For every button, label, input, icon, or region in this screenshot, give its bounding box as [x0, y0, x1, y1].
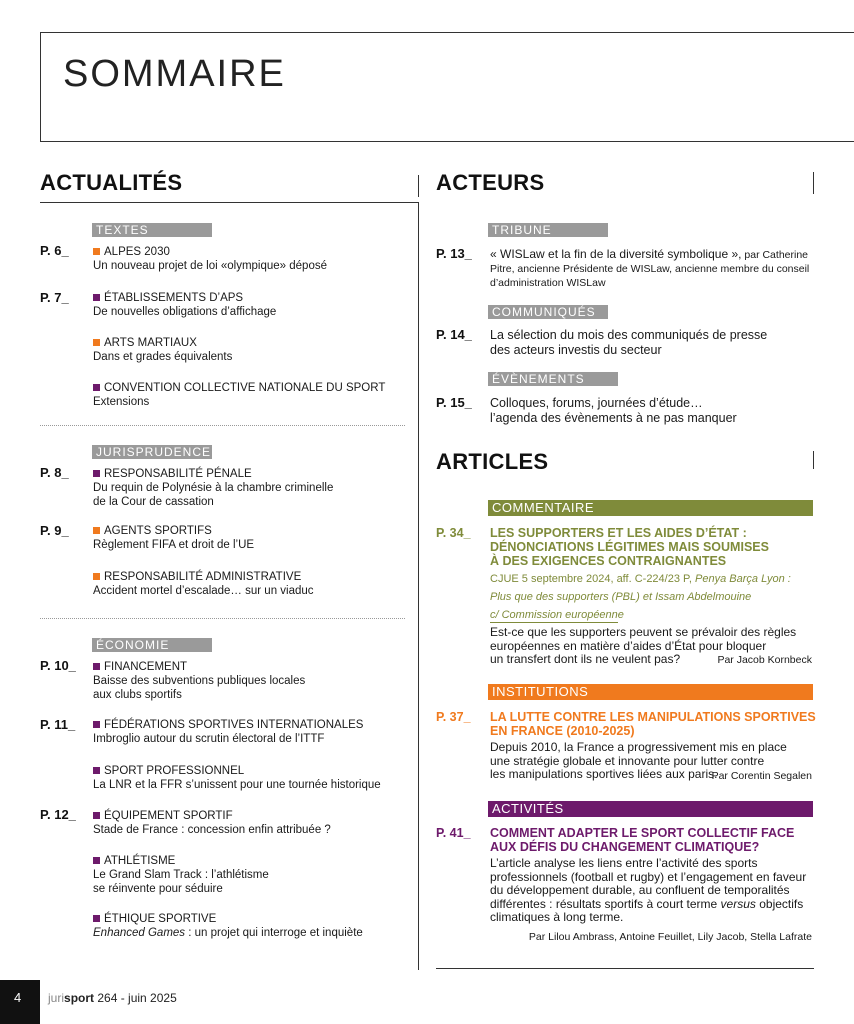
orange-square-icon — [93, 527, 100, 534]
toc-entry[interactable]: ATHLÉTISME Le Grand Slam Track : l’athlétisme se réinvente pour séduire — [93, 855, 269, 895]
toc-entry[interactable]: RESPONSABILITÉ PÉNALE Du requin de Polynésie à la chambre criminelle de la Cour de cassation — [93, 468, 334, 508]
toc-entry[interactable]: ALPES 2030 Un nouveau projet de loi «olympique» déposé — [93, 246, 327, 272]
toc-entry[interactable]: ÉQUIPEMENT SPORTIF Stade de France : concession enfin attribuée ? — [93, 810, 331, 836]
acteurs-heading: ACTEURS — [436, 170, 545, 195]
page-number: P. 14_ — [436, 327, 472, 342]
page-title: SOMMAIRE — [63, 53, 286, 95]
band-institutions: INSTITUTIONS — [488, 684, 813, 700]
band-communiques: COMMUNIQUÉS — [488, 305, 608, 319]
acteurs-tick — [813, 172, 814, 194]
reference-underline — [490, 622, 618, 623]
page-number: P. 7_ — [40, 290, 69, 305]
band-activites: ACTIVITÉS — [488, 801, 813, 817]
toc-entry[interactable]: Colloques, forums, journées d’étude… l’agenda des évènements à ne pas manquer — [490, 396, 737, 425]
article-title[interactable]: COMMENT ADAPTER LE SPORT COLLECTIF FACE AUX DÉFIS DU CHANGEMENT CLIMATIQUE? — [490, 826, 795, 854]
purple-square-icon — [93, 857, 100, 864]
page-number: P. 12_ — [40, 807, 76, 822]
band-textes: TEXTES — [92, 223, 212, 237]
article-title[interactable]: LA LUTTE CONTRE LES MANIPULATIONS SPORTIVES EN FRANCE (2010-2025) — [490, 710, 816, 738]
purple-square-icon — [93, 663, 100, 670]
toc-entry[interactable]: La sélection du mois des communiqués de presse des acteurs investis du secteur — [490, 328, 768, 357]
article-summary: L’article analyse les liens entre l’activité des sports professionnels (football et rugby) et l’engagement en faveur du développement durable, au confluent de temporalités différentes : résultats sportifs à court terme versus objectifs climatiques à long terme. — [490, 856, 807, 924]
page-number: P. 13_ — [436, 246, 472, 261]
articles-bottom-rule — [436, 968, 814, 969]
actualites-rule — [40, 202, 418, 203]
toc-entry[interactable]: ÉTABLISSEMENTS D’APS De nouvelles obligations d’affichage — [93, 292, 277, 318]
article-reference: CJUE 5 septembre 2024, aff. C-224/23 P, Penya Barça Lyon : Plus que des supporters (PBL) et Issam Abdelmouine c/ Commission européenne — [490, 573, 791, 621]
title-box — [40, 32, 854, 142]
article-summary: Depuis 2010, la France a progressivement mis en place une stratégie globale et innovante pour lutter contre les manipulations sportives liées aux paris. — [490, 740, 787, 781]
purple-square-icon — [93, 384, 100, 391]
purple-square-icon — [93, 767, 100, 774]
dotted-separator — [40, 618, 405, 619]
page-number: P. 11_ — [40, 717, 76, 732]
articles-tick — [813, 451, 814, 469]
page-number: P. 34_ — [436, 526, 471, 540]
toc-entry[interactable]: FINANCEMENT Baisse des subventions publiques locales aux clubs sportifs — [93, 661, 306, 701]
article-title[interactable]: LES SUPPORTERS ET LES AIDES D’ÉTAT : DÉNONCIATIONS LÉGITIMES MAIS SOUMISES À DES EXIGENCES CONTRAIGNANTES — [490, 526, 769, 568]
footer-page-number: 4 — [0, 980, 40, 1024]
page-number: P. 15_ — [436, 395, 472, 410]
orange-square-icon — [93, 573, 100, 580]
column-divider-top — [418, 175, 419, 197]
page-number: P. 9_ — [40, 523, 69, 538]
toc-entry[interactable]: ARTS MARTIAUX Dans et grades équivalents — [93, 337, 233, 363]
article-author: Par Lilou Ambrass, Antoine Feuillet, Lily Jacob, Stella Lafrate — [528, 931, 812, 943]
article-author: Par Corentin Segalen — [711, 770, 812, 782]
purple-square-icon — [93, 294, 100, 301]
purple-square-icon — [93, 721, 100, 728]
page-number: P. 37_ — [436, 710, 471, 724]
page-number: P. 10_ — [40, 658, 76, 673]
toc-entry[interactable]: SPORT PROFESSIONNEL La LNR et la FFR s’unissent pour une tournée historique — [93, 765, 381, 791]
toc-entry[interactable]: FÉDÉRATIONS SPORTIVES INTERNATIONALES Imbroglio autour du scrutin électoral de l’ITTF — [93, 719, 364, 745]
band-economie: ÉCONOMIE — [92, 638, 212, 652]
orange-square-icon — [93, 248, 100, 255]
column-divider — [418, 202, 419, 970]
toc-entry[interactable]: ÉTHIQUE SPORTIVE Enhanced Games : un projet qui interroge et inquiète — [93, 913, 363, 939]
page-number: P. 8_ — [40, 465, 69, 480]
page-number: P. 41_ — [436, 826, 471, 840]
purple-square-icon — [93, 915, 100, 922]
orange-square-icon — [93, 339, 100, 346]
page-number: P. 6_ — [40, 243, 69, 258]
purple-square-icon — [93, 812, 100, 819]
purple-square-icon — [93, 470, 100, 477]
footer-brand: jurisport 264 - juin 2025 — [48, 991, 177, 1005]
band-commentaire: COMMENTAIRE — [488, 500, 813, 516]
dotted-separator — [40, 425, 405, 426]
actualites-heading: ACTUALITÉS — [40, 170, 183, 195]
band-jurisprudence: JURISPRUDENCE — [92, 445, 212, 459]
toc-entry[interactable]: AGENTS SPORTIFS Règlement FIFA et droit de l’UE — [93, 525, 255, 551]
article-summary: Est-ce que les supporters peuvent se prévaloir des règles européennes en matière d’aides d’État pour bloquer un transfert dont ils ne veulent pas? — [490, 625, 797, 666]
toc-entry[interactable]: « WISLaw et la fin de la diversité symbolique », par Catherine Pitre, ancienne Présidente de WISLaw, ancienne membre du conseil d’administration WISLaw — [490, 247, 810, 289]
articles-heading: ARTICLES — [436, 449, 549, 474]
band-evenements: ÉVÈNEMENTS — [488, 372, 618, 386]
band-tribune: TRIBUNE — [488, 223, 608, 237]
article-author: Par Jacob Kornbeck — [717, 654, 812, 666]
toc-entry[interactable]: RESPONSABILITÉ ADMINISTRATIVE Accident mortel d’escalade… sur un viaduc — [93, 571, 314, 597]
toc-entry[interactable]: CONVENTION COLLECTIVE NATIONALE DU SPORT Extensions — [93, 382, 386, 408]
